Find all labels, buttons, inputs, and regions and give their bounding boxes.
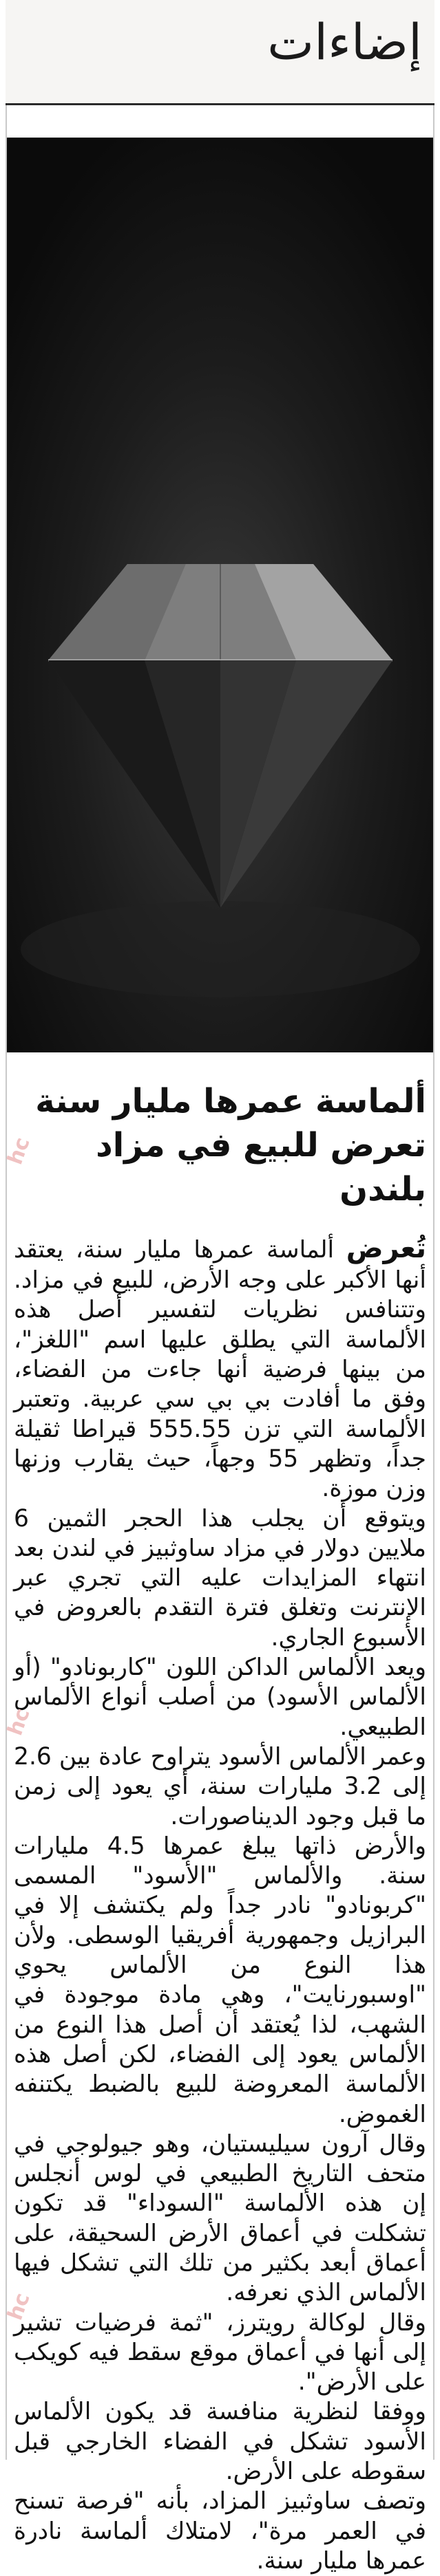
- black-diamond-icon: [7, 138, 433, 1052]
- article-body: [14, 1231, 427, 2575]
- section-title: إضاءات: [267, 13, 422, 71]
- article-headline: ألماسة عمرها مليار سنة تعرض للبيع في مزاد بلندن: [35, 1082, 426, 1209]
- paragraph-5: والأرض ذاتها يبلغ عمرها 4.5 مليارات سنة. والألماس "الأسود" المسمى "كربونادو" نادر جداً ولم يكتشف إلا في البرازيل وجمهورية أفريقيا الوسطى. ولأن هذا النوع من الألماس يحوي "اوسبورنايت"، وهي مادة موجودة في الشهب، لذا يُعتقد أن أصل هذا النوع من الألماس يعود إلى الفضاء، لكن أصل هذه الألماسة المعروضة للبيع بالضبط يكتنفه الغموض.: [14, 1832, 426, 2128]
- lead-word: تُعرض: [346, 1233, 426, 1264]
- watermark: hc: [3, 1704, 35, 1739]
- paragraph-4: وعمر الألماس الأسود يتراوح عادة بين 2.6 إلى 3.2 مليارات سنة، أي يعود إلى زمن ما قبل وجود الديناصورات.: [14, 1742, 426, 1830]
- paragraph-9: وتصف ساوثبيز المزاد، بأنه "فرصة تسنح في العمر مرة"، لامتلاك ألماسة نادرة عمرها مليار سنة.: [14, 2487, 426, 2575]
- paragraph-1: [14, 1231, 426, 1504]
- paragraph-8: ووفقا لنظرية منافسة قد يكون الألماس الأسود تشكل في الفضاء الخارجي قبل سقوطه على الأرض.: [14, 2398, 426, 2486]
- section-header: [6, 0, 434, 105]
- paragraph-6: وقال آرون سيليستيان، وهو جيولوجي في متحف التاريخ الطبيعي في لوس أنجلس إن هذه الألماسة "السوداء" قد تكون تشكلت في أعماق الأرض السحيقة، على أعماق أبعد بكثير من تلك التي تشكل فيها الألماس الذي نعرفه.: [14, 2130, 426, 2307]
- paragraph-7: وقال لوكالة رويترز، "ثمة فرضيات تشير إلى أنها في أعماق موقع سقط فيه كويكب على الأرض".: [14, 2308, 426, 2396]
- watermark: hc: [3, 2289, 35, 2324]
- paragraph-2: ويتوقع أن يجلب هذا الحجر الثمين 6 ملايين دولار في مزاد ساوثبيز في لندن بعد انتهاء المزايدات عليه التي تجري عبر الإنترنت وتغلق فترة التقدم بالعروض في الأسبوع الجاري.: [14, 1504, 426, 1652]
- paragraph-1-text: ألماسة عمرها مليار سنة، يعتقد أنها الأكبر على وجه الأرض، للبيع في مزاد. وتتنافس نظريات لتفسير أصل هذه الألماسة التي يطلق عليها اسم "اللغز"، من بينها فرضية أنها جاءت من الفضاء، وفق ما أفادت بي بي سي عربية. وتعتبر الألماسة التي تزن 555.55 قيراطا ثقيلة جداً، وتظهر 55 وجهاً، حيث يقارب وزنها وزن موزة.: [14, 1236, 427, 1503]
- watermark: hc: [3, 1134, 35, 1168]
- paragraph-3: ويعد الألماس الداكن اللون "كاربونادو" (أو الألماس الأسود) من أصلب أنواع الألماس الطبيعي.: [14, 1654, 426, 1741]
- black-diamond-photo: [7, 138, 433, 1052]
